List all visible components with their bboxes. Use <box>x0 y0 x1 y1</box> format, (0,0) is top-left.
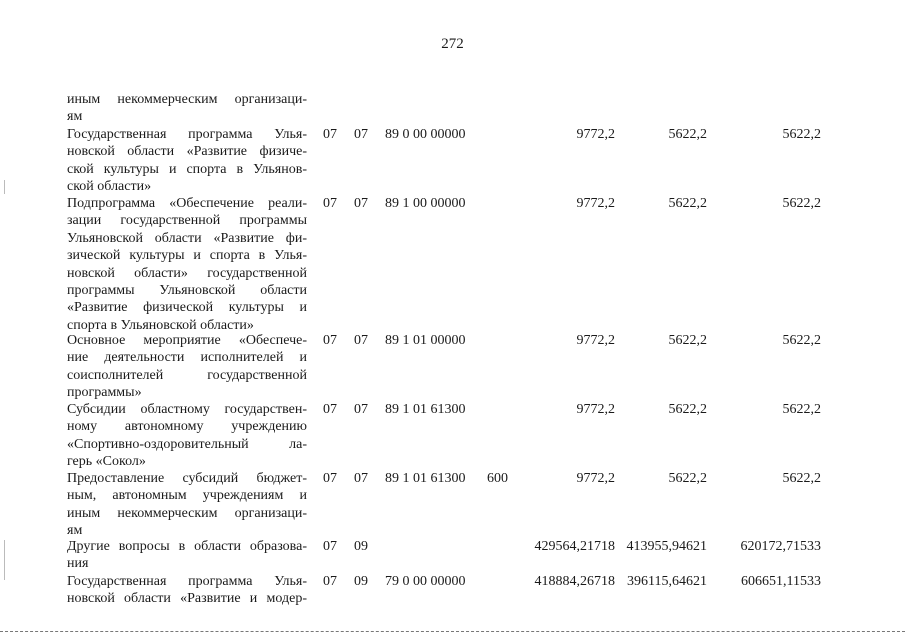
page-number: 272 <box>441 36 464 52</box>
scan-edge-mark <box>4 540 5 580</box>
amount-year-2: 396115,64621 <box>627 574 707 589</box>
amount-year-2: 413955,94621 <box>626 539 707 554</box>
description-line: соисполнителей государственной <box>67 367 307 383</box>
subsection-code: 07 <box>354 127 368 142</box>
amount-year-3: 5622,2 <box>782 402 821 417</box>
amount-year-1: 9772,2 <box>576 471 615 486</box>
row-description <box>67 470 307 540</box>
subsection-code: 07 <box>354 333 368 348</box>
section-code: 07 <box>323 574 337 589</box>
description-line: ям <box>67 109 83 125</box>
target-article-code: 89 1 01 61300 <box>385 471 466 486</box>
description-line: программы Ульяновской области <box>67 283 307 299</box>
amount-year-2: 5622,2 <box>668 196 707 211</box>
description-line: герь «Сокол» <box>67 454 146 470</box>
target-article-code: 89 1 01 00000 <box>385 333 466 348</box>
section-code: 07 <box>323 402 337 417</box>
description-line: иным некоммерческим организаци- <box>67 505 307 521</box>
amount-year-1: 9772,2 <box>576 196 615 211</box>
amount-year-3: 606651,11533 <box>741 574 821 589</box>
amount-year-3: 5622,2 <box>782 196 821 211</box>
amount-year-3: 5622,2 <box>782 333 821 348</box>
description-line: «Спортивно-оздоровительный ла- <box>67 436 307 452</box>
description-line: новской области «Развитие и модер- <box>67 591 307 607</box>
description-line: «Развитие физической культуры и <box>67 300 307 316</box>
amount-year-1: 9772,2 <box>576 333 615 348</box>
amount-year-1: 418884,26718 <box>534 574 615 589</box>
description-line: ской культуры и спорта в Ульянов- <box>67 161 307 177</box>
description-line: Государственная программа Улья- <box>67 574 307 589</box>
description-line: ния <box>67 556 89 572</box>
section-code: 07 <box>323 471 337 486</box>
description-line: ным, автономным учреждениям и <box>67 488 307 504</box>
description-line: Предоставление субсидий бюджет- <box>67 471 307 486</box>
subsection-code: 07 <box>354 402 368 417</box>
description-line: иным некоммерческим организаци- <box>67 92 307 107</box>
amount-year-1: 9772,2 <box>576 127 615 142</box>
subsection-code: 09 <box>354 574 368 589</box>
amount-year-2: 5622,2 <box>668 402 707 417</box>
scan-edge-mark <box>4 180 5 194</box>
description-line: Государственная программа Улья- <box>67 127 307 142</box>
section-code: 07 <box>323 333 337 348</box>
description-line: ской области» <box>67 179 152 195</box>
description-line: зации государственной программы <box>67 213 307 229</box>
target-article-code: 89 0 00 00000 <box>385 127 466 142</box>
section-code: 07 <box>323 539 337 554</box>
row-description <box>67 126 307 196</box>
description-line: новской области «Развитие физиче- <box>67 144 307 160</box>
row-description <box>67 91 307 126</box>
expense-type-code: 600 <box>487 471 508 486</box>
description-line: новской области» государственной <box>67 265 307 281</box>
description-line: ние деятельности исполнителей и <box>67 350 307 366</box>
amount-year-1: 9772,2 <box>576 402 615 417</box>
target-article-code: 89 1 00 00000 <box>385 196 466 211</box>
description-line: ям <box>67 523 83 539</box>
row-description <box>67 332 307 402</box>
amount-year-3: 5622,2 <box>782 471 821 486</box>
description-line: программы» <box>67 385 142 401</box>
description-line: Основное мероприятие «Обеспече- <box>67 333 307 348</box>
description-line: зической культуры и спорта в Улья- <box>67 248 307 264</box>
section-code: 07 <box>323 196 337 211</box>
description-line: Другие вопросы в области образова- <box>67 539 307 554</box>
row-description <box>67 401 307 471</box>
description-line: спорта в Ульяновской области» <box>67 317 254 333</box>
row-description <box>67 538 307 573</box>
description-line: ному автономному учреждению <box>67 419 307 435</box>
amount-year-2: 5622,2 <box>668 333 707 348</box>
row-description <box>67 573 307 608</box>
subsection-code: 09 <box>354 539 368 554</box>
amount-year-2: 5622,2 <box>668 127 707 142</box>
target-article-code: 79 0 00 00000 <box>385 574 466 589</box>
description-line: Подпрограмма «Обеспечение реали- <box>67 196 307 211</box>
subsection-code: 07 <box>354 471 368 486</box>
amount-year-2: 5622,2 <box>668 471 707 486</box>
amount-year-1: 429564,21718 <box>534 539 615 554</box>
subsection-code: 07 <box>354 196 368 211</box>
scan-bottom-edge <box>0 631 905 632</box>
amount-year-3: 620172,71533 <box>740 539 821 554</box>
description-line: Субсидии областному государствен- <box>67 402 307 417</box>
row-description <box>67 195 307 334</box>
section-code: 07 <box>323 127 337 142</box>
target-article-code: 89 1 01 61300 <box>385 402 466 417</box>
description-line: Ульяновской области «Развитие фи- <box>67 230 307 246</box>
amount-year-3: 5622,2 <box>782 127 821 142</box>
